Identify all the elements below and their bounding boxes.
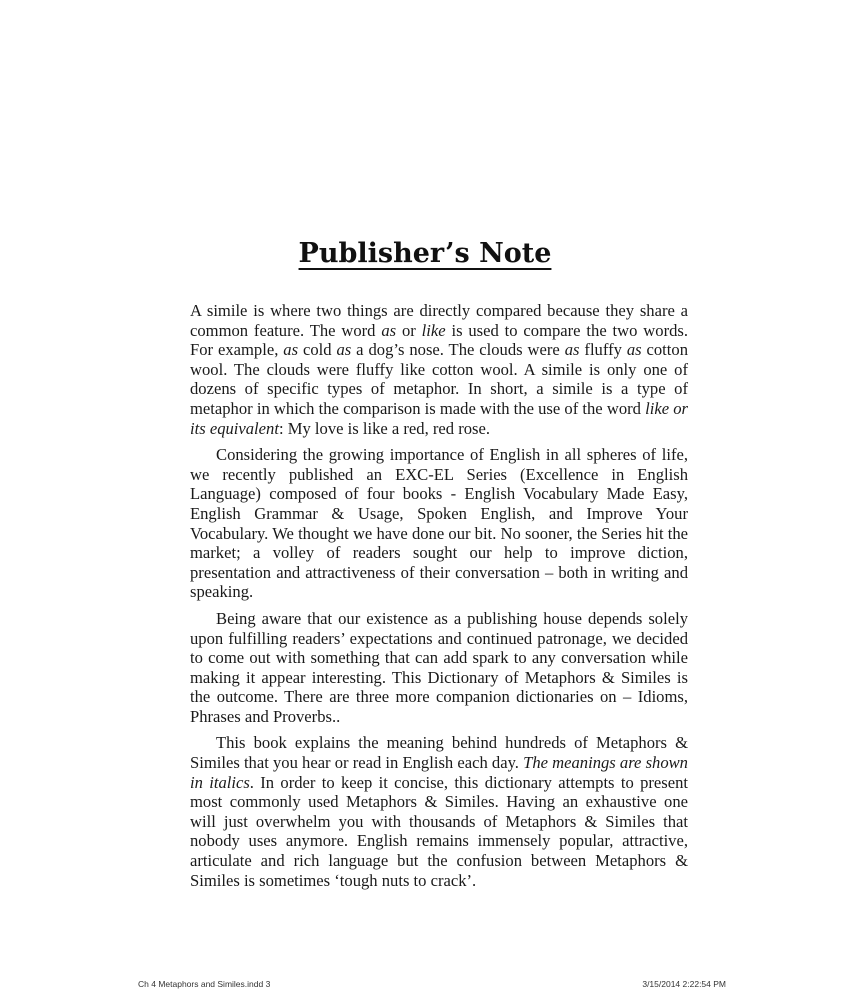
italic-run: The meanings are shown in italics bbox=[190, 753, 688, 792]
italic-run: as bbox=[626, 340, 642, 360]
footer-timestamp: 3/15/2014 2:22:54 PM bbox=[642, 979, 726, 989]
text-run: Being aware that our existence as a publishing house depends solely upon fulfilling readers’ expectations and continued patronage, we decided to come out with something that can add spark to any conversation while making it appear interesting. This Dictionary of Metaphors & Similes is the outcome. There are three more companion dictionaries on – Idioms, Phrases and Proverbs.. bbox=[190, 608, 688, 726]
text-run: cotton wool. The clouds were fluffy like cotton wool. A simile is only one of dozens of specific types of metaphor. In short, a simile is a type of metaphor in which the comparison is made with the use of the word bbox=[190, 340, 688, 418]
page-title-text: Publisher’s Note bbox=[298, 238, 552, 269]
italic-run: like or its equivalent bbox=[190, 398, 689, 438]
text-run: . In order to keep it concise, this dictionary attempts to present most commonly used Metaphors & Similes. Having an exhaustive one will just overwhelm you with thousands of Metaphors & Similes that nobody uses anymore. English remains immensely popular, attractive, articulate and rich language but the confusion between Metaphors & Similes is sometimes ‘tough nuts to crack’. bbox=[190, 772, 688, 890]
page-title bbox=[0, 236, 850, 272]
italic-run: as bbox=[381, 320, 397, 340]
paragraph-4 bbox=[190, 733, 688, 890]
italic-run: as bbox=[283, 340, 299, 360]
paragraph-3 bbox=[190, 609, 688, 727]
text-run: This book explains the meaning behind hundreds of Metaphors & Similes that you hear or read in English each day. bbox=[190, 733, 688, 773]
italic-run: as bbox=[336, 340, 352, 360]
text-run: or bbox=[396, 320, 422, 340]
italic-run: like bbox=[421, 320, 446, 340]
footer-file-label: Ch 4 Metaphors and Similes.indd 3 bbox=[138, 979, 271, 989]
text-run: cold bbox=[298, 340, 337, 360]
italic-run: as bbox=[564, 340, 580, 360]
text-run: : My love is like a red, red rose. bbox=[278, 418, 491, 438]
paragraph-1 bbox=[190, 301, 688, 438]
paragraph-2 bbox=[190, 445, 688, 602]
text-run: a dog’s nose. The clouds were bbox=[351, 340, 565, 360]
body-text bbox=[190, 301, 688, 897]
text-run: fluffy bbox=[579, 340, 627, 360]
text-run: Considering the growing importance of English in all spheres of life, we recently published an EXC-EL Series (Excellence in English Language) composed of four books - English Vocabulary Made Easy, English Grammar & Usage, Spoken English, and Improve Your Vocabulary. We thought we have done our bit. No sooner, the Series hit the market; a volley of readers sought our help to improve diction, presentation and attractiveness of their conversation – both in writing and speaking. bbox=[190, 445, 688, 602]
text-run: A simile is where two things are directly compared because they share a common feature. The word bbox=[190, 301, 688, 340]
text-run: is used to compare the two words. For example, bbox=[190, 320, 688, 360]
